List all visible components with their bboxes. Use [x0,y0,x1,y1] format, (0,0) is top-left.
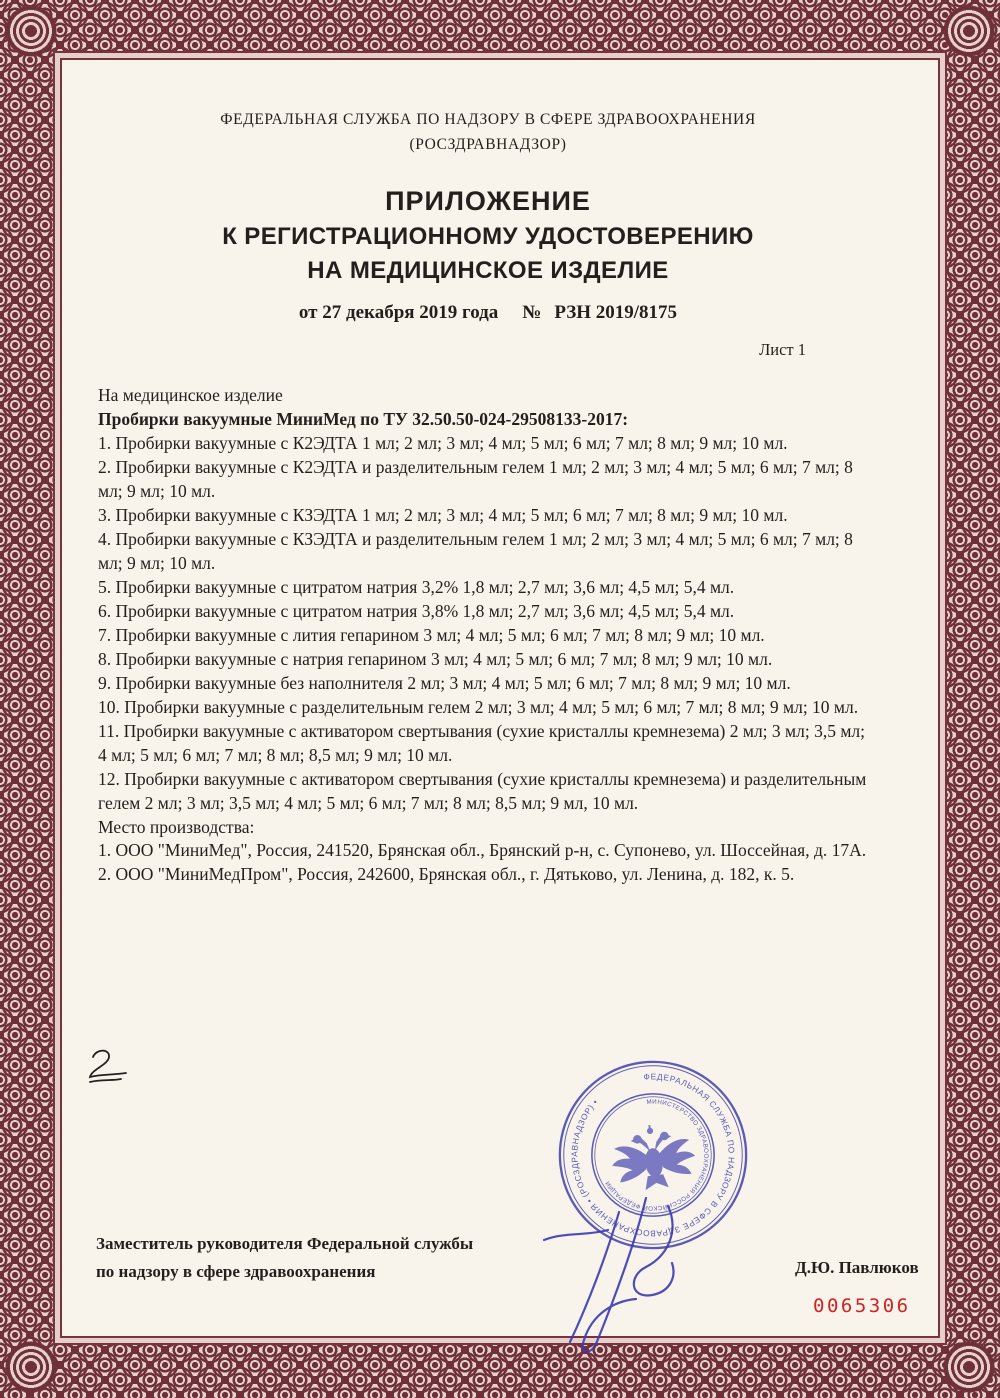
sheet-number: Лист 1 [759,340,806,360]
issuing-agency [98,108,878,158]
document-title [98,182,878,288]
product-item: 1. Пробирки вакуумные с К2ЭДТА 1 мл; 2 мл; 3 мл; 4 мл; 5 мл; 6 мл; 7 мл; 8 мл; 9 мл; 10 мл. [98,433,788,454]
product-title: Пробирки вакуумные МиниМед по ТУ 32.50.50-024-29508133-2017: [98,409,629,430]
registration-meta [98,302,878,324]
product-item: 6. Пробирки вакуумные с цитратом натрия 3,8% 1,8 мл; 2,7 мл; 3,6 мл; 4,5 мл; 5,4 мл. [98,600,735,621]
certificate-paper [60,58,940,1338]
product-item: 11. Пробирки вакуумные с активатором свертывания (сухие кристаллы кремнезема) 2 мл; 3 мл; 3,5 мл; 4 мл; 5 мл; 6 мл; 7 мл; 8 мл; 8,5 мл; 9 мл; 10 мл. [98,720,866,765]
signer-title [96,1230,473,1286]
handwritten-mark [84,1046,136,1092]
signer-title-line-2: по надзору в сфере здравоохранения [96,1262,376,1282]
agency-short-name: (РОСЗДРАВНАДЗОР) [409,135,567,153]
stamp-outer-text: ФЕДЕРАЛЬНАЯ СЛУЖБА ПО НАДЗОРУ В СФЕРЕ ЗДРАВООХРАНЕНИЯ • (РОСЗДРАВНАДЗОР) • [569,1071,737,1239]
stamp-inner-text: МИНИСТЕРСТВО ЗДРАВООХРАНЕНИЯ РОССИЙСКОЙ ФЕДЕРАЦИИ [604,1098,710,1212]
product-item: 4. Пробирки вакуумные с КЗЭДТА и разделительным гелем 1 мл; 2 мл; 3 мл; 4 мл; 5 мл; 6 мл; 7 мл; 8 мл; 9 мл; 10 мл. [98,528,853,573]
corner-rosette-icon [3,1339,59,1395]
signature-ink [518,1182,778,1360]
product-item: 12. Пробирки вакуумные с активатором свертывания (сухие кристаллы кремнезема) и разделительным гелем 2 мл; 3 мл; 3,5 мл; 4 мл; 5 мл; 6 мл; 7 мл; 8 мл; 8,5 мл; 9 мл, 10 мл. [98,768,867,813]
corner-rosette-icon [3,3,59,59]
product-item: 9. Пробирки вакуумные без наполнителя 2 мл; 3 мл; 4 мл; 5 мл; 6 мл; 7 мл; 8 мл; 9 мл; 10 мл. [98,672,791,693]
product-item: 3. Пробирки вакуумные с КЗЭДТА 1 мл; 2 мл; 3 мл; 4 мл; 5 мл; 6 мл; 7 мл; 8 мл; 9 мл; 10 мл. [98,504,788,525]
corner-rosette-icon [941,1339,997,1395]
certificate-body [98,384,878,887]
product-item: 8. Пробирки вакуумные с натрия гепарином 3 мл; 4 мл; 5 мл; 6 мл; 7 мл; 8 мл; 9 мл; 10 мл. [98,648,773,669]
product-item: 7. Пробирки вакуумные с лития гепарином 3 мл; 4 мл; 5 мл; 6 мл; 7 мл; 8 мл; 9 мл; 10 мл. [98,624,765,645]
registration-number: РЗН 2019/8175 [554,302,678,324]
form-serial-number: 0065306 [813,1295,911,1317]
product-item: 5. Пробирки вакуумные с цитратом натрия 3,2% 1,8 мл; 2,7 мл; 3,6 мл; 4,5 мл; 5,4 мл. [98,576,735,597]
title-line-1: ПРИЛОЖЕНИЕ [385,185,591,216]
number-sign: № [522,302,542,324]
production-site: 2. ООО "МиниМедПром", Россия, 242600, Брянская обл., г. Дятьково, ул. Ленина, д. 182, к. 5. [98,864,795,885]
corner-rosette-icon [941,3,997,59]
production-label: Место производства: [98,816,255,837]
title-line-3: НА МЕДИЦИНСКОЕ ИЗДЕЛИЕ [307,257,669,284]
product-item: 2. Пробирки вакуумные с К2ЭДТА и разделительным гелем 1 мл; 2 мл; 3 мл; 4 мл; 5 мл; 6 мл; 7 мл; 8 мл; 9 мл; 10 мл. [98,456,853,501]
production-site: 1. ООО "МиниМед", Россия, 241520, Брянская обл., Брянский р-н, с. Супонево, ул. Шоссейная, д. 17А. [98,840,867,861]
intro-line: На медицинское изделие [98,385,283,406]
registration-date: от 27 декабря 2019 года [298,302,499,324]
signer-name: Д.Ю. Павлюков [795,1258,919,1277]
agency-name: ФЕДЕРАЛЬНАЯ СЛУЖБА ПО НАДЗОРУ В СФЕРЕ ЗДРАВООХРАНЕНИЯ [220,111,756,128]
title-line-2: К РЕГИСТРАЦИОННОМУ УДОСТОВЕРЕНИЮ [222,222,754,250]
signer-title-line-1: Заместитель руководителя Федеральной службы [96,1234,474,1253]
product-item: 10. Пробирки вакуумные с разделительным гелем 2 мл; 3 мл; 4 мл; 5 мл; 6 мл; 7 мл; 8 мл; 9 мл; 10 мл. [98,696,859,717]
